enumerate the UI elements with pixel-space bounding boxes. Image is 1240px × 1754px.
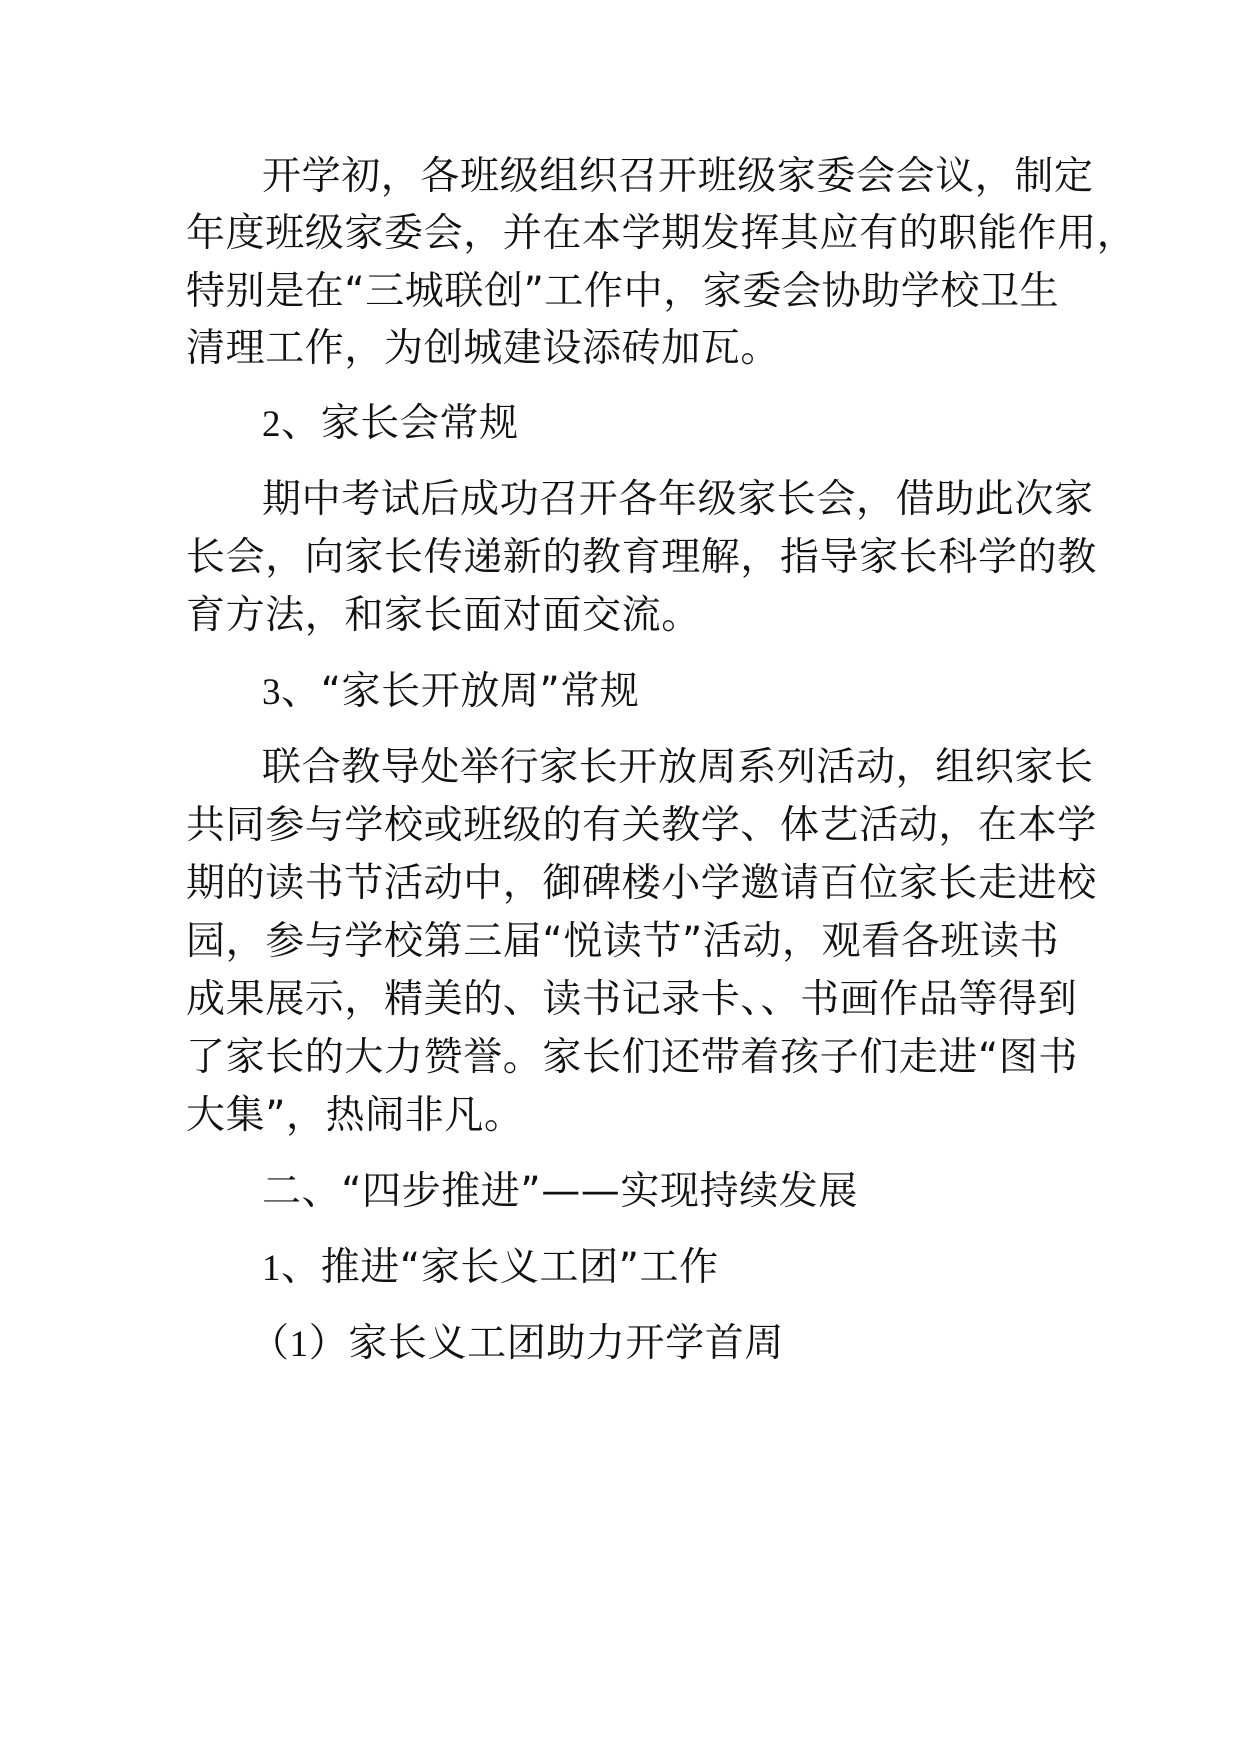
heading-text: 、推进“家长义工团”工作 bbox=[281, 1245, 719, 1290]
paragraph-line: 长会，向家长传递新的教育理解，指导家长科学的教 bbox=[186, 535, 1097, 580]
subsection-heading bbox=[250, 1320, 784, 1369]
paragraph-line: 共同参与学校或班级的有关教学、体艺活动，在本学 bbox=[186, 803, 1097, 848]
heading-open-paren: （ bbox=[250, 1321, 290, 1366]
paragraph-line: 大集”，热闹非凡。 bbox=[186, 1093, 524, 1138]
paragraph-line: 期中考试后成功召开各年级家长会，借助此次家 bbox=[262, 477, 1094, 522]
heading-text: 、家长会常规 bbox=[281, 401, 519, 446]
section-heading bbox=[262, 668, 640, 717]
subsection-heading bbox=[262, 1244, 719, 1293]
section-heading: 二、“四步推进”——实现持续发展 bbox=[262, 1169, 859, 1214]
paragraph-line: 了家长的大力赞誉。家长们还带着孩子们走进“图书 bbox=[186, 1035, 1079, 1080]
paragraph-line: 期的读书节活动中，御碑楼小学邀请百位家长走进校 bbox=[186, 861, 1097, 906]
paragraph-line: 园，参与学校第三届“悦读节”活动，观看各班读书 bbox=[186, 919, 1060, 964]
heading-text: 、“家长开放周”常规 bbox=[281, 669, 640, 714]
heading-number: 1 bbox=[289, 1324, 309, 1365]
heading-text: ）家长义工团助力开学首周 bbox=[308, 1321, 784, 1366]
heading-number: 3 bbox=[262, 672, 282, 713]
paragraph-line: 育方法，和家长面对面交流。 bbox=[186, 593, 701, 638]
paragraph-line: 年度班级家委会，并在本学期发挥其应有的职能作用， bbox=[186, 211, 1137, 256]
heading-number: 2 bbox=[262, 404, 282, 445]
paragraph-line: 清理工作，为创城建设添砖加瓦。 bbox=[186, 326, 781, 371]
paragraph-line: 特别是在“三城联创”工作中，家委会协助学校卫生 bbox=[186, 269, 1060, 314]
paragraph-line: 开学初，各班级组织召开班级家委会会议，制定 bbox=[262, 154, 1094, 199]
paragraph-line: 成果展示，精美的、读书记录卡、、书画作品等得到 bbox=[186, 977, 1078, 1022]
section-heading bbox=[262, 400, 519, 449]
heading-number: 1 bbox=[262, 1248, 282, 1289]
paragraph-line: 联合教导处举行家长开放周系列活动，组织家长 bbox=[262, 745, 1094, 790]
